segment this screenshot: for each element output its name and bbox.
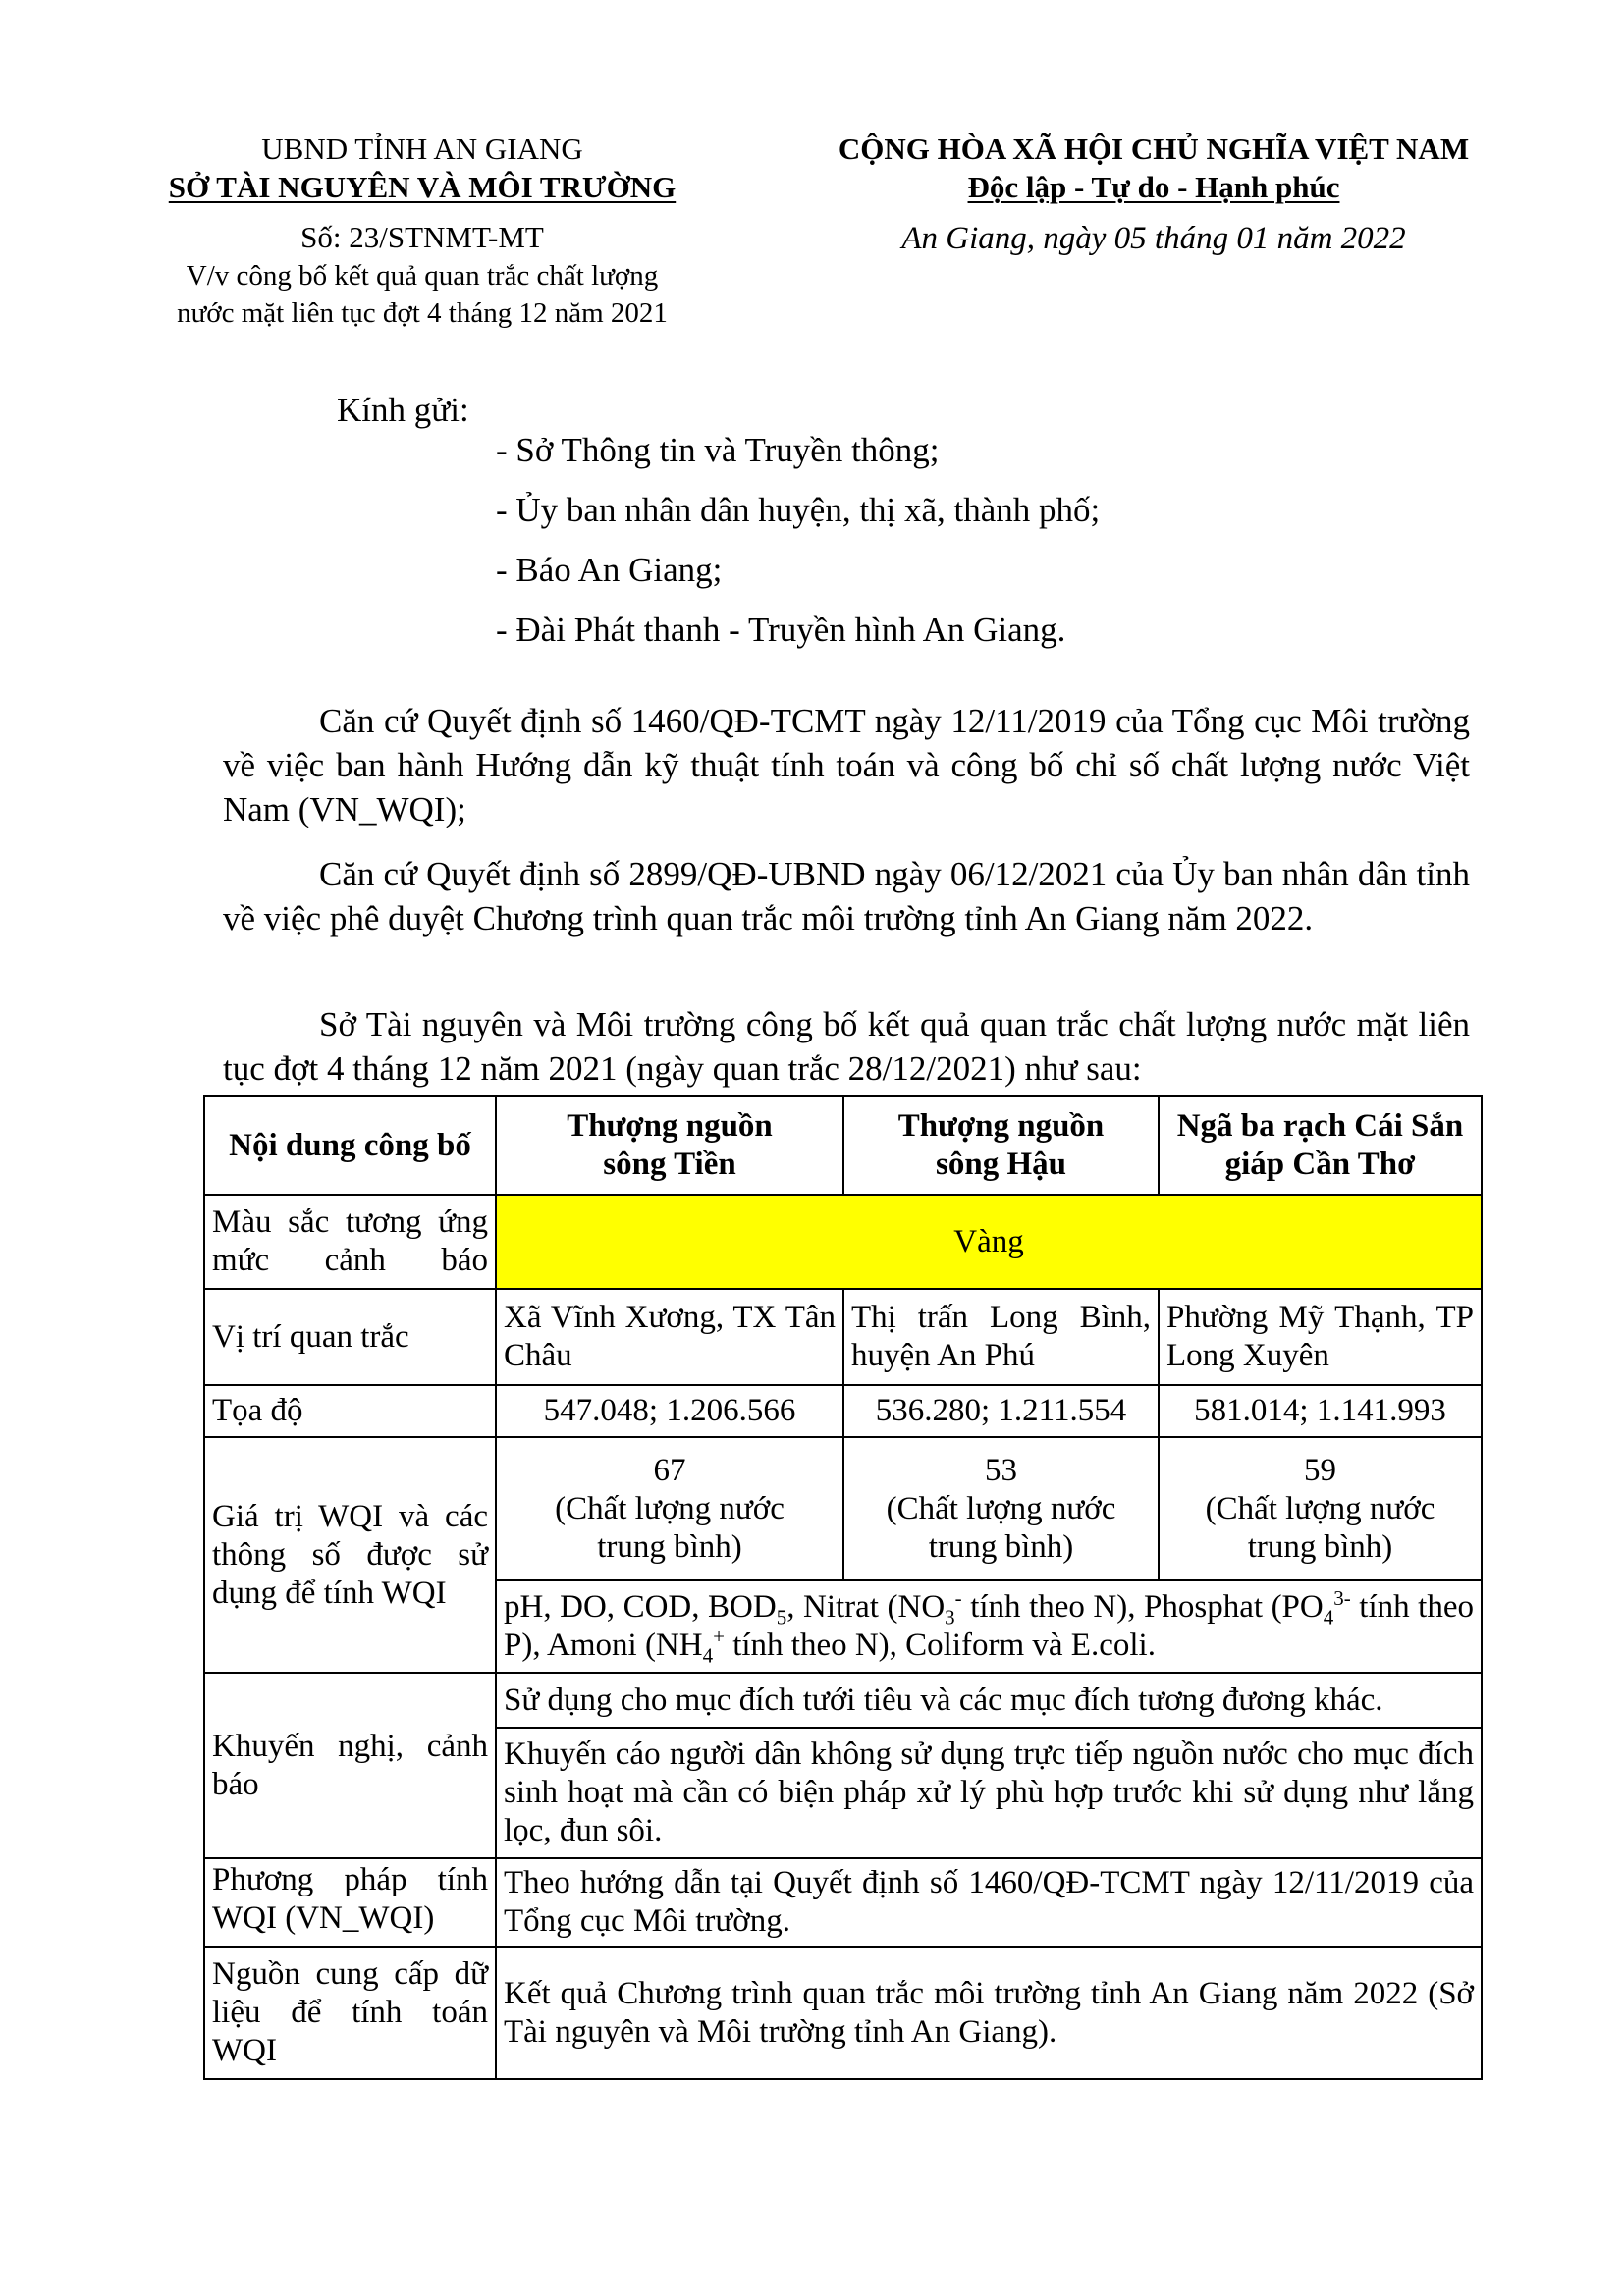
row-label: Phương pháp tính WQI (VN_WQI): [204, 1858, 496, 1947]
wqi-value-cell: 53 (Chất lượng nước trung bình): [843, 1437, 1159, 1580]
header-cell: Thượng nguồn sông Tiền: [496, 1096, 843, 1195]
motto: Độc lập - Tự do - Hạnh phúc: [967, 170, 1340, 204]
row-label: Màu sắc tương ứng mức cảnh báo: [204, 1195, 496, 1289]
coordinate-cell: 547.048; 1.206.566: [496, 1385, 843, 1437]
row-label: Giá trị WQI và các thông số được sử dụng để tính WQI: [204, 1437, 496, 1673]
table-row: [204, 1289, 1482, 1385]
wqi-value-cell: 59 (Chất lượng nước trung bình): [1159, 1437, 1482, 1580]
paragraph-basis-1: Căn cứ Quyết định số 1460/QĐ-TCMT ngày 12/11/2019 của Tổng cục Môi trường về việc ban hành Hướng dẫn kỹ thuật tính toán và công bố chỉ số chất lượng nước Việt Nam (VN_WQI);: [223, 702, 1470, 828]
recipient-item: - Báo An Giang;: [496, 551, 723, 589]
warning-recommendation-cell: Khuyến cáo người dân không sử dụng trực tiếp nguồn nước cho mục đích sinh hoạt mà cần có biện pháp xử lý phù hợp trước khi sử dụng như lắng lọc, đun sôi.: [496, 1728, 1482, 1858]
table-row: [204, 1947, 1482, 2079]
agency-name: SỞ TÀI NGUYÊN VÀ MÔI TRƯỜNG: [168, 170, 677, 204]
national-heading: [785, 130, 1522, 258]
results-table: [203, 1095, 1483, 2080]
row-label: Nguồn cung cấp dữ liệu để tính toán WQI: [204, 1947, 496, 2079]
table-row: [204, 1673, 1482, 1728]
recipients-label: Kính gửi:: [337, 391, 469, 429]
row-label: Khuyến nghị, cảnh báo: [204, 1673, 496, 1858]
wqi-value-cell: 67 (Chất lượng nước trung bình): [496, 1437, 843, 1580]
issuer-block: [147, 130, 697, 331]
recipient-item: - Sở Thông tin và Truyền thông;: [496, 431, 940, 469]
recipients-list: [496, 429, 1100, 668]
subject-line-2: nước mặt liên tục đợt 4 tháng 12 năm 2021: [177, 297, 668, 329]
table-row: [204, 1437, 1482, 1580]
location-cell: Xã Vĩnh Xương, TX Tân Châu: [496, 1289, 843, 1385]
method-cell: Theo hướng dẫn tại Quyết định số 1460/QĐ-TCMT ngày 12/11/2019 của Tổng cục Môi trường.: [496, 1858, 1482, 1947]
header-cell: Ngã ba rạch Cái Sắn giáp Cần Thơ: [1159, 1096, 1482, 1195]
wqi-parameters-cell: pH, DO, COD, $BOD_5$, Nitrat ($NO_3^-$ tính theo N), Phosphat ($PO_4^{3-}$ tính theo P), Amoni ($NH_4^+$ tính theo N), Coliform và E.coli.: [496, 1580, 1482, 1673]
place-date: An Giang, ngày 05 tháng 01 năm 2022: [901, 221, 1406, 256]
warning-color-cell: Vàng: [496, 1195, 1482, 1289]
table-row: [204, 1385, 1482, 1437]
table-row: [204, 1195, 1482, 1289]
header-cell: Nội dung công bố: [204, 1096, 496, 1195]
document-number: Số: 23/STNMT-MT: [300, 220, 544, 254]
subject-line-1: V/v công bố kết quả quan trắc chất lượng: [186, 260, 659, 292]
table-row: [204, 1858, 1482, 1947]
location-cell: Thị trấn Long Bình, huyện An Phú: [843, 1289, 1159, 1385]
usage-recommendation-cell: Sử dụng cho mục đích tưới tiêu và các mục đích tương đương khác.: [496, 1673, 1482, 1728]
country-name: CỘNG HÒA XÃ HỘI CHỦ NGHĨA VIỆT NAM: [838, 132, 1470, 166]
location-cell: Phường Mỹ Thạnh, TP Long Xuyên: [1159, 1289, 1482, 1385]
coordinate-cell: 536.280; 1.211.554: [843, 1385, 1159, 1437]
agency-parent: UBND TỈNH AN GIANG: [261, 132, 583, 166]
table-header-row: [204, 1096, 1482, 1195]
row-label: Vị trí quan trắc: [204, 1289, 496, 1385]
paragraph-basis-2: Căn cứ Quyết định số 2899/QĐ-UBND ngày 06/12/2021 của Ủy ban nhân dân tỉnh về việc phê duyệt Chương trình quan trắc môi trường tỉnh An Giang năm 2022.: [223, 855, 1470, 937]
paragraph-announcement: Sở Tài nguyên và Môi trường công bố kết quả quan trắc chất lượng nước mặt liên tục đợt 4 tháng 12 năm 2021 (ngày quan trắc 28/12/2021) như sau:: [223, 1005, 1470, 1088]
recipient-item: - Đài Phát thanh - Truyền hình An Giang.: [496, 611, 1066, 649]
recipient-item: - Ủy ban nhân dân huyện, thị xã, thành phố;: [496, 491, 1101, 529]
data-source-cell: Kết quả Chương trình quan trắc môi trường tỉnh An Giang năm 2022 (Sở Tài nguyên và Môi trường tỉnh An Giang).: [496, 1947, 1482, 2079]
coordinate-cell: 581.014; 1.141.993: [1159, 1385, 1482, 1437]
header-cell: Thượng nguồn sông Hậu: [843, 1096, 1159, 1195]
row-label: Tọa độ: [204, 1385, 496, 1437]
